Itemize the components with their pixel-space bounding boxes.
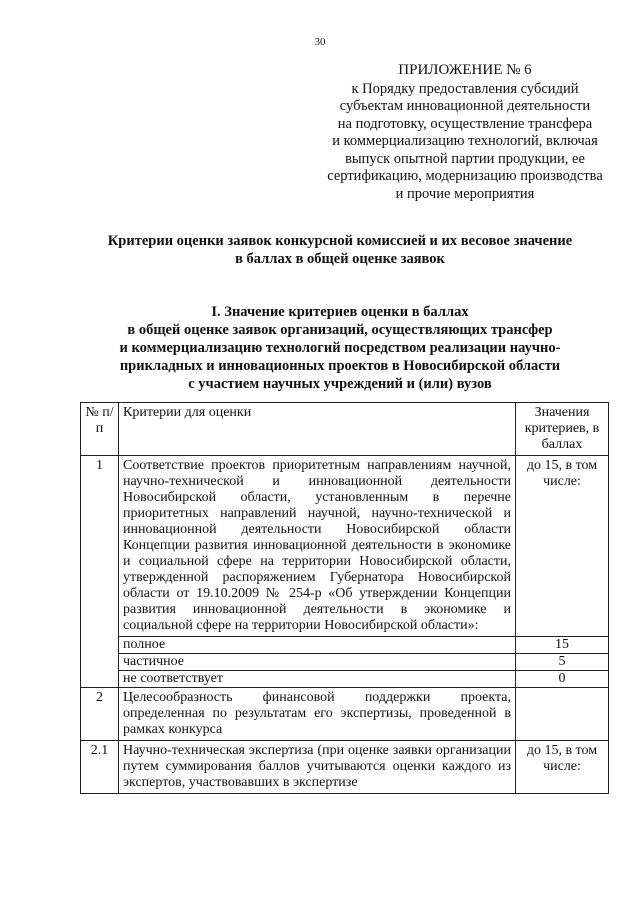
table-subrow	[81, 671, 609, 688]
page-number: 30	[314, 36, 326, 48]
document-title-line: в баллах в общей оценке заявок	[235, 251, 445, 267]
document-title-line: Критерии оценки заявок конкурсной комиссией и их весовое значение	[107, 233, 573, 249]
header-num: № п/п	[81, 403, 119, 456]
row-value	[516, 688, 609, 741]
row-num: 2	[81, 688, 119, 741]
section-title-line: в общей оценке заявок организаций, осуществляющих трансфер	[127, 322, 553, 338]
section-title-line: прикладных и инновационных проектов в Новосибирской области	[119, 358, 561, 374]
criteria-table	[80, 402, 609, 794]
row-value: до 15, в том числе:	[516, 741, 609, 794]
appendix-line: субъектам инновационной деятельности	[339, 98, 591, 114]
subrow-value: 15	[516, 637, 609, 654]
table-row	[81, 456, 609, 637]
subrow-label: не соответствует	[119, 671, 516, 688]
appendix-title: ПРИЛОЖЕНИЕ № 6	[398, 62, 532, 78]
subrow-label: частичное	[119, 654, 516, 671]
table-row	[81, 688, 609, 741]
appendix-line: сертификацию, модернизацию производства	[327, 168, 603, 184]
header-criteria: Критерии для оценки	[119, 403, 516, 456]
subrow-label: полное	[119, 637, 516, 654]
section-title-line: I. Значение критериев оценки в баллах	[211, 304, 469, 320]
section-title-line: с участием научных учреждений и (или) вузов	[188, 376, 492, 392]
appendix-line: на подготовку, осуществление трансфера	[337, 115, 593, 132]
appendix-header	[316, 62, 614, 203]
header-value: Значения критериев, в баллах	[516, 403, 609, 456]
subrow-value: 5	[516, 654, 609, 671]
table-row	[81, 741, 609, 794]
row-criteria: Целесообразность финансовой поддержки проекта, определенная по результатам его экспертизы, проведенной в рамках конкурса	[119, 688, 516, 741]
row-criteria: Научно-техническая экспертиза (при оценке заявки организации путем суммирования баллов учитываются оценки каждого из экспертов, участвовавших в экспертизе	[119, 741, 516, 794]
table-subrow	[81, 654, 609, 671]
document-title	[60, 232, 620, 268]
appendix-line: и коммерциализацию технологий, включая	[332, 133, 598, 149]
row-num: 1	[81, 456, 119, 688]
row-criteria: Соответствие проектов приоритетным направлениям научной, научно-технической и инновационной деятельности Новосибирской области, установленным в перечне приоритетных направлений научной, научно-технической и инновационной деятельности Новосибирской области Концепции развития инновационной деятельности в экономике и социальной сфере на территории Новосибирской области, утвержденной распоряжением Губернатора Новосибирской области от 19.10.2009 № 254-р «Об утверждении Концепции развития инновационной деятельности в экономике и социальной сфере на территории Новосибирской области»:	[119, 456, 516, 637]
page-bottom-margin	[79, 848, 609, 908]
row-value: до 15, в том числе:	[516, 456, 609, 637]
section-title-line: и коммерциализацию технологий посредством реализации научно-	[119, 340, 561, 356]
table-subrow	[81, 637, 609, 654]
row-num: 2.1	[81, 741, 119, 794]
table-header-row	[81, 403, 609, 456]
section-title	[60, 303, 620, 393]
subrow-value: 0	[516, 671, 609, 688]
appendix-line: к Порядку предоставления субсидий	[351, 80, 579, 97]
appendix-line: выпуск опытной партии продукции, ее	[345, 150, 585, 167]
appendix-line: и прочие мероприятия	[395, 185, 535, 202]
